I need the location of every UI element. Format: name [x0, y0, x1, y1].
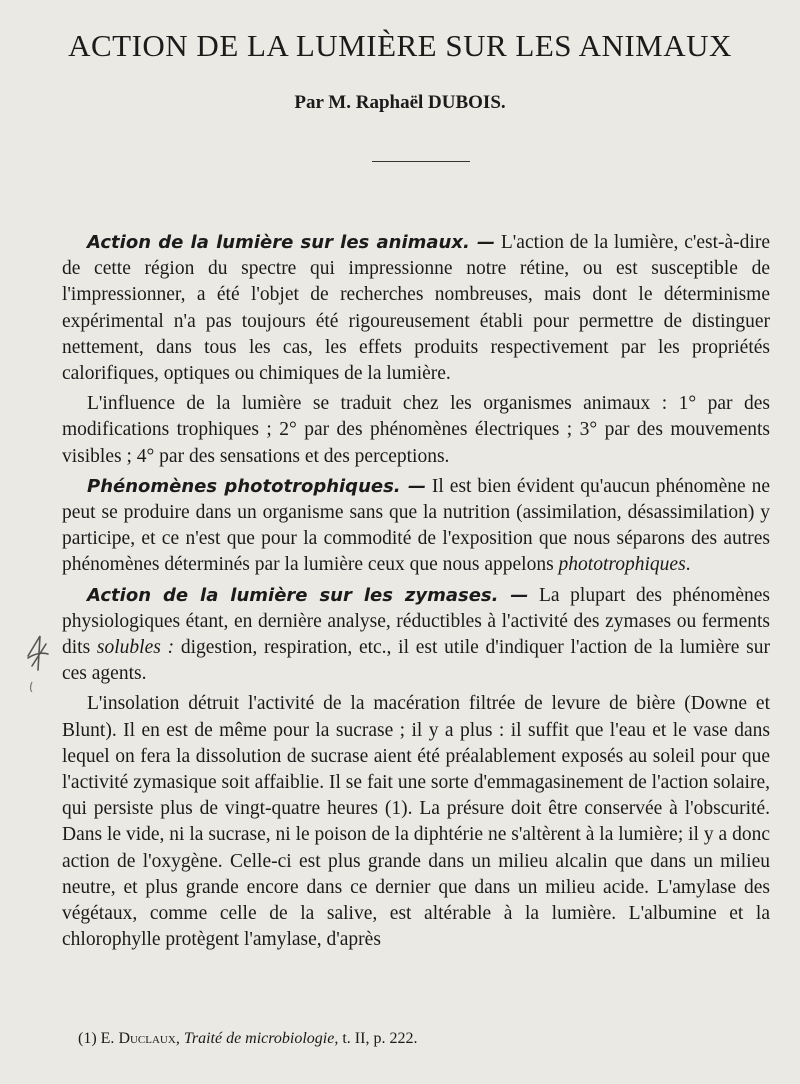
paragraph-heading: Action de la lumière sur les zymases. — — [87, 584, 529, 606]
footnote-work: Traité de microbiologie, — [183, 1030, 339, 1047]
title-divider — [372, 161, 470, 162]
paragraph-text-end: . — [685, 554, 691, 576]
article-author: Par M. Raphaël DUBOIS. — [294, 92, 506, 113]
italic-term: phototrophiques — [558, 554, 686, 576]
article-body — [62, 230, 770, 953]
paragraph-4 — [62, 583, 770, 688]
paragraph-heading: Action de la lumière sur les animaux. — — [87, 232, 496, 253]
article-title: ACTION DE LA LUMIÈRE SUR LES ANIMAUX — [68, 28, 732, 63]
footnote-author: Duclaux, — [118, 1030, 180, 1047]
paragraph-text: L'insolation détruit l'activité de la macération filtrée de levure de bière (Downe et Blunt). Il en est de même pour la sucrase ; il y a plus : il suffit que l'eau et le vase dans lequel on fera la dissolution de sucrase aient été préalablement exposés au soleil pour que l'activité zymasique soit affaiblie. Il se fait une sorte d'emmagasinement de l'action solaire, qui persiste plus de vingt-quatre heures (1). La présure doit être conservée à l'obscurité. Dans le vide, ni la sucrase, ni le poison de la diphtérie ne s'altèrent à la lumière; il y a donc action de l'oxygène. Celle-ci est plus grande dans un milieu alcalin que dans un milieu neutre, et plus grande encore dans ce dernier que dans un milieu acide. L'amylase des végétaux, comme celle de la salive, est altérable à la lumière. L'albumine et la chlorophylle protègent l'amylase, d'après — [62, 693, 770, 951]
paragraph-text: La plupart des phénomènes physiologiques étant, en dernière analyse, réductibles à l'activité des zymases ou ferments dits — [62, 584, 770, 659]
paragraph-text: Il est bien évident qu'aucun phénomène ne peut se produire dans un organisme sans que la nutrition (assimilation, désassimilation) y participe, et ce n'est que pour la commodité de l'exposition que nous séparons des autres phénomènes déterminés par la lumière ceux que nous appelons — [62, 475, 770, 576]
paragraph-heading: Phénomènes phototrophiques. — — [87, 475, 426, 497]
paragraph-1 — [62, 230, 770, 387]
paragraph-text: L'action de la lumière, c'est-à-dire de cette région du spectre qui impressionne notre rétine, ou est susceptible de l'impressionner, a été l'objet de recherches nombreuses, mais dont le déterminisme expérimental n'a pas toujours été rigoureusement établi pour permettre de distinguer nettement, dans tous les cas, les effets produits respectivement par les propriétés calorifiques, optiques ou chimiques de la lumière. — [62, 232, 770, 385]
footnote — [78, 1030, 758, 1048]
paragraph-2 — [62, 391, 770, 470]
italic-term: solubles : — [96, 637, 175, 659]
paragraph-5 — [62, 691, 770, 953]
footnote-rest: t. II, p. 222. — [338, 1030, 418, 1047]
footnote-number: (1) E. — [78, 1030, 115, 1047]
handwritten-margin-mark — [22, 632, 56, 692]
paragraph-text-end: digestion, respiration, etc., il est utile d'indiquer l'action de la lumière sur ces agents. — [62, 637, 770, 685]
paragraph-3 — [62, 474, 770, 579]
paragraph-text: L'influence de la lumière se traduit chez les organismes animaux : 1° par des modifications trophiques ; 2° par des phénomènes électriques ; 3° par des mouvements visibles ; 4° par des sensations et des perceptions. — [62, 393, 770, 467]
